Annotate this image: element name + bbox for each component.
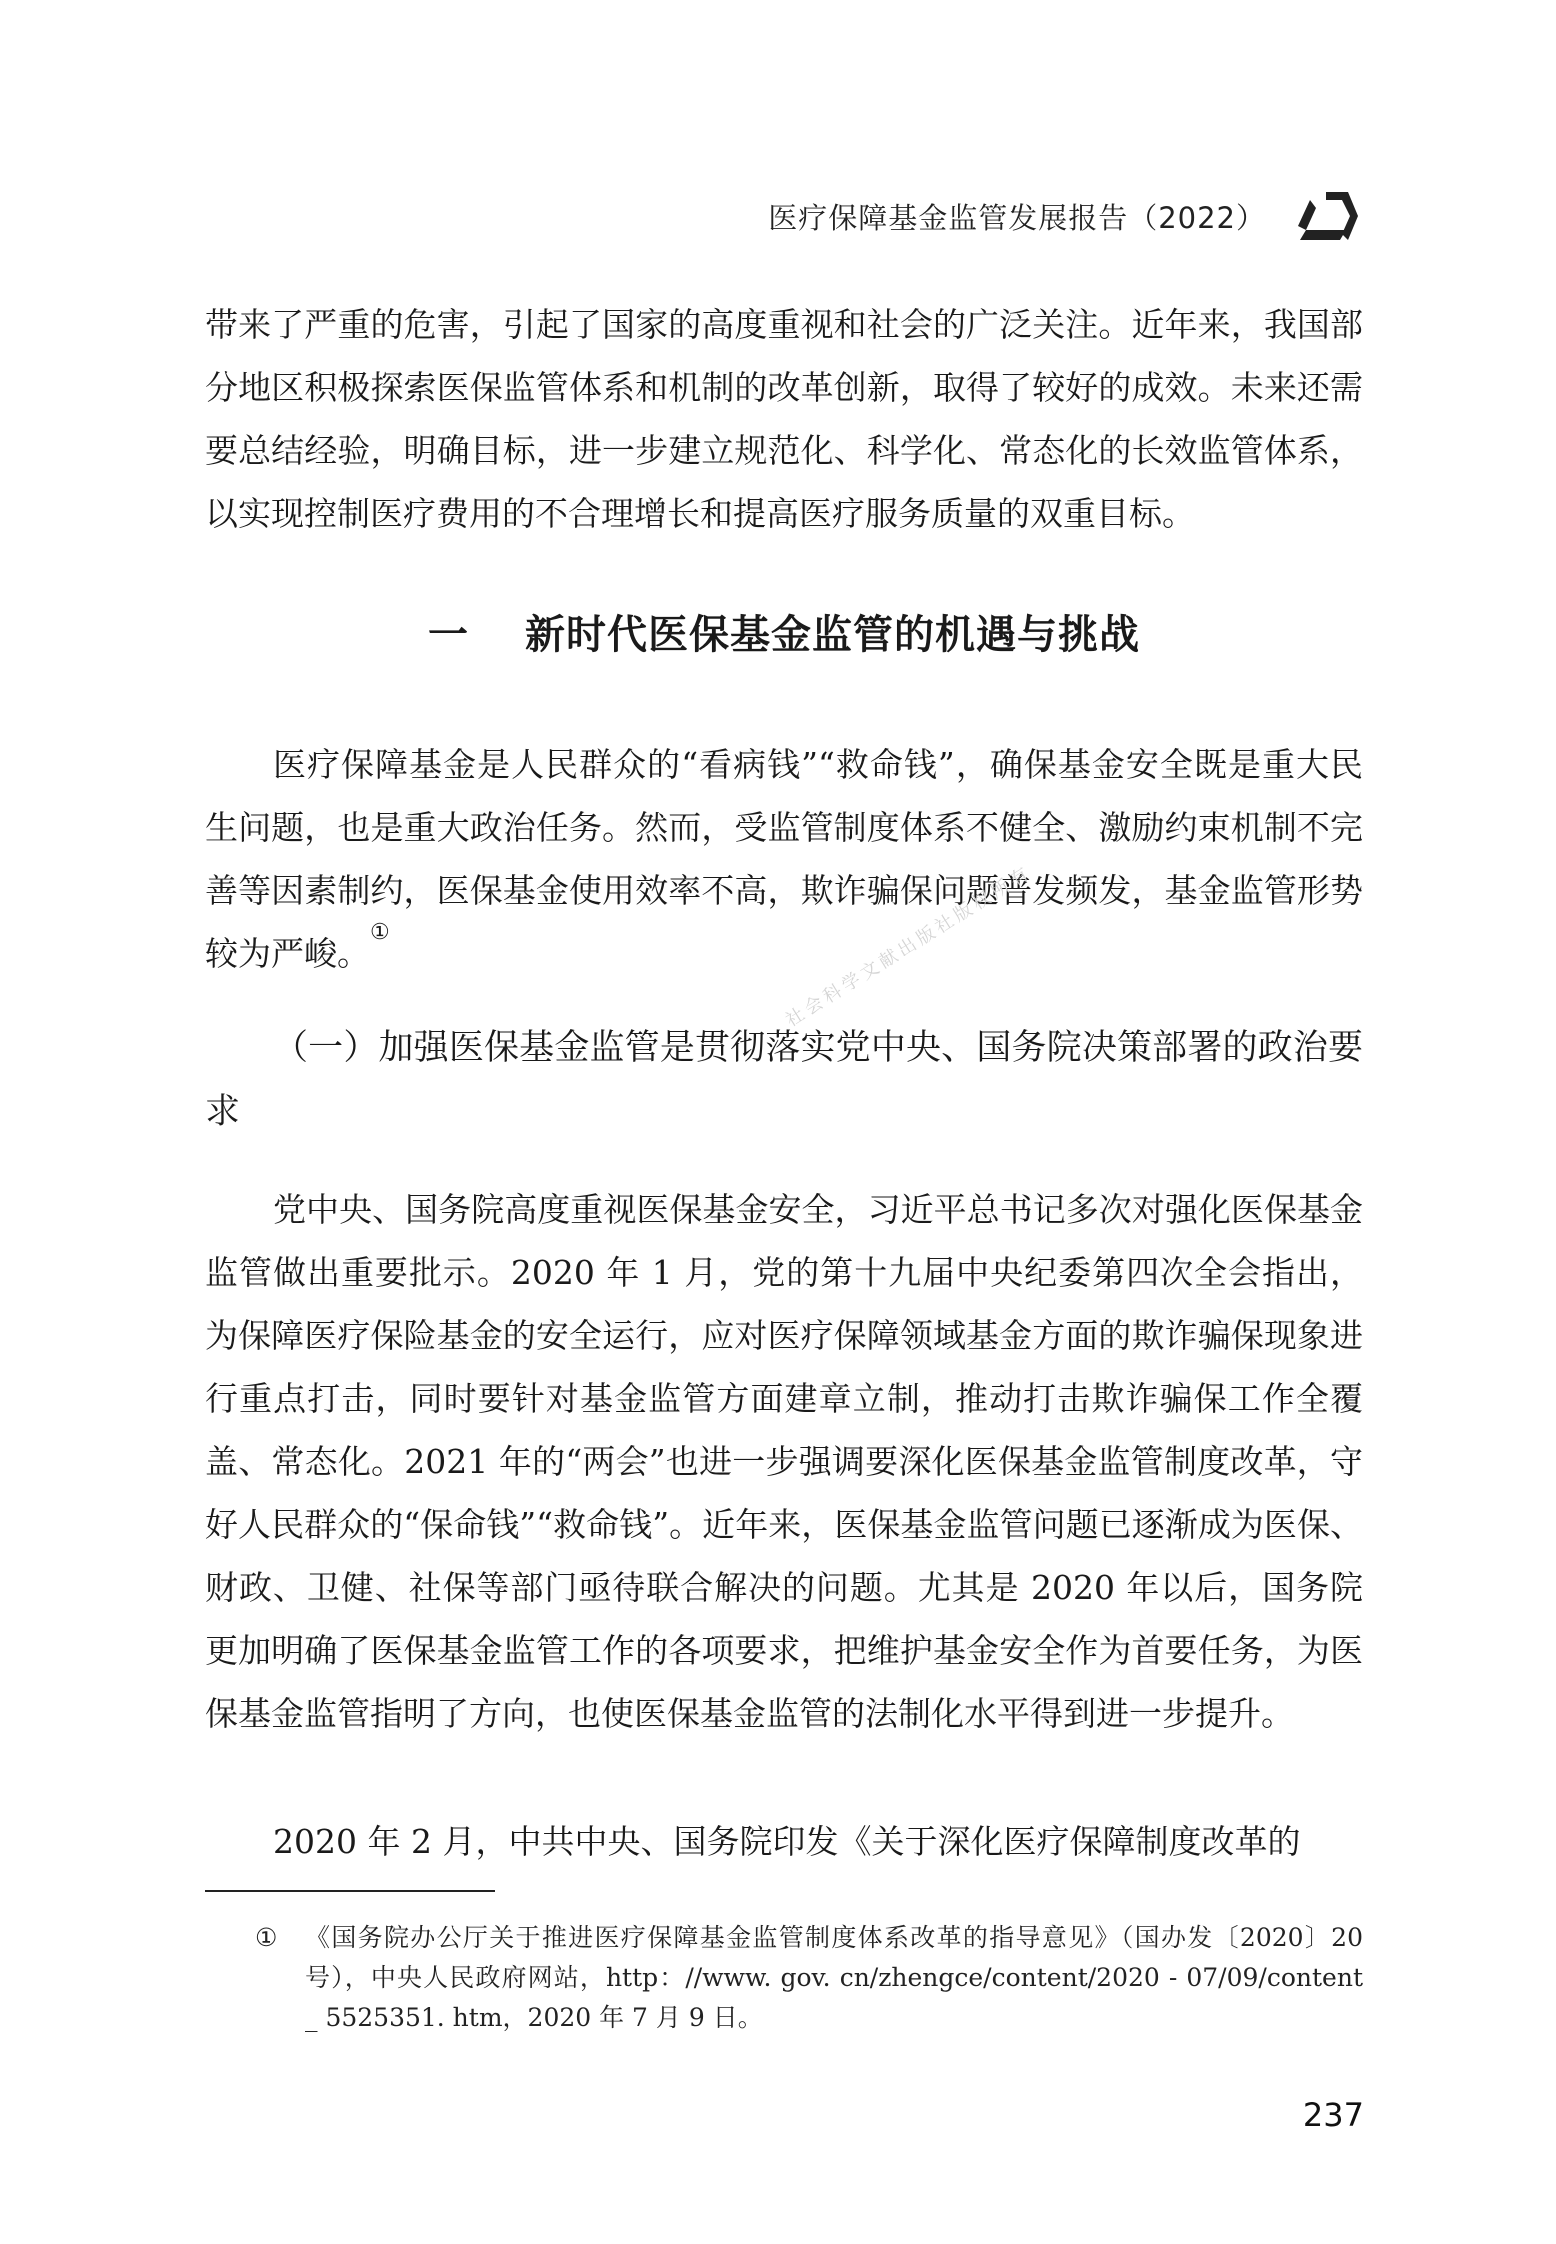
paragraph-fund-importance — [205, 733, 1363, 985]
footnote — [205, 1918, 1363, 2038]
section-heading — [205, 605, 1363, 665]
running-header-title: 医疗保障基金监管发展报告（2022） — [768, 201, 1266, 235]
footnote-mark: ① — [255, 1923, 278, 1952]
section-number: 一 — [428, 611, 469, 658]
footnote-text: 《国务院办公厅关于推进医疗保障基金监管制度体系改革的指导意见》（国办发〔2020〕20 号），中央人民政府网站，http：//www. gov. cn/zhengce/content/2020 - 07/09/content _ 5525351. htm，2020 年 7 月 9 日。 — [305, 1923, 1363, 2032]
page-number: 237 — [1302, 2096, 1364, 2134]
section-title: 新时代医保基金监管的机遇与挑战 — [525, 611, 1140, 658]
subsection-heading: （一）加强医保基金监管是贯彻落实党中央、国务院决策部署的政治要求 — [205, 1028, 1363, 1132]
watermark: 社会科学文献出版社版权所有 — [782, 861, 1036, 1032]
footnote-divider — [205, 1890, 495, 1892]
paragraph-continuation: 带来了严重的危害，引起了国家的高度重视和社会的广泛关注。近年来，我国部分地区积极探索医保监管体系和机制的改革创新，取得了较好的成效。未来还需要总结经验，明确目标，进一步建立规范化、科学化、常态化的长效监管体系，以实现控制医疗费用的不合理增长和提高医疗服务质量的双重目标。 — [205, 305, 1363, 533]
paragraph-text: 医疗保障基金是人民群众的“看病钱”“救命钱”，确保基金安全既是重大民生问题，也是重大政治任务。然而，受监管制度体系不健全、激励约束机制不完善等因素制约，医保基金使用效率不高，欺诈骗保问题普发频发，基金监管形势较为严峻。 — [205, 745, 1363, 973]
paragraph-february-2020: 2020 年 2 月，中共中央、国务院印发《关于深化医疗保障制度改革的 — [273, 1822, 1301, 1861]
publisher-logo-icon — [1296, 186, 1362, 246]
footnote-reference[interactable]: ① — [370, 920, 390, 945]
paragraph-central-directives: 党中央、国务院高度重视医保基金安全，习近平总书记多次对强化医保基金监管做出重要批示。2020 年 1 月，党的第十九届中央纪委第四次全会指出，为保障医疗保险基金的安全运行，应对医疗保障领域基金方面的欺诈骗保现象进行重点打击，同时要针对基金监管方面建章立制，推动打击欺诈骗保工作全覆盖、常态化。2021 年的“两会”也进一步强调要深化医保基金监管制度改革，守好人民群众的“保命钱”“救命钱”。近年来，医保基金监管问题已逐渐成为医保、财政、卫健、社保等部门亟待联合解决的问题。尤其是 2020 年以后，国务院更加明确了医保基金监管工作的各项要求，把维护基金安全作为首要任务，为医保基金监管指明了方向，也使医保基金监管的法制化水平得到进一步提升。 — [205, 1190, 1363, 1733]
